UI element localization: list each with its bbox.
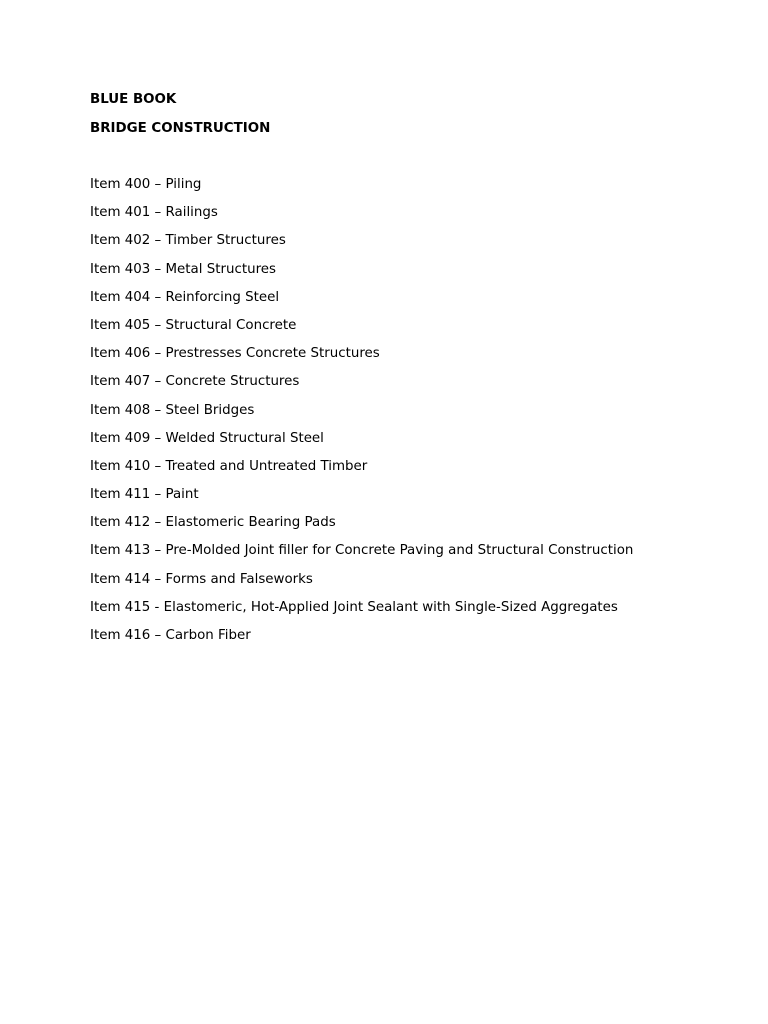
list-item: Item 408 – Steel Bridges (90, 402, 255, 418)
list-item: Item 405 – Structural Concrete (90, 317, 297, 333)
list-item: Item 415 - Elastomeric, Hot-Applied Joint Sealant with Single-Sized Aggregates (90, 599, 618, 615)
list-item: Item 401 – Railings (90, 205, 218, 221)
list-item: Item 400 – Piling (90, 177, 202, 192)
list-item: Item 406 – Prestresses Concrete Structures (90, 346, 380, 362)
document-title: BLUE BOOK (90, 92, 177, 107)
list-item: Item 416 – Carbon Fiber (90, 628, 251, 643)
list-item: Item 403 – Metal Structures (90, 261, 276, 277)
list-item: Item 409 – Welded Structural Steel (90, 430, 324, 446)
list-item: Item 404 – Reinforcing Steel (90, 289, 280, 305)
list-item: Item 411 – Paint (90, 487, 199, 503)
list-item: Item 412 – Elastomeric Bearing Pads (90, 515, 336, 531)
document-subtitle: BRIDGE CONSTRUCTION (90, 121, 271, 136)
item-list (90, 176, 633, 655)
list-item: Item 413 – Pre-Molded Joint filler for Concrete Paving and Structural Construction (90, 543, 634, 559)
list-item: Item 410 – Treated and Untreated Timber (90, 458, 368, 474)
list-item: Item 407 – Concrete Structures (90, 374, 300, 390)
list-item: Item 414 – Forms and Falseworks (90, 571, 313, 587)
list-item: Item 402 – Timber Structures (90, 233, 286, 249)
